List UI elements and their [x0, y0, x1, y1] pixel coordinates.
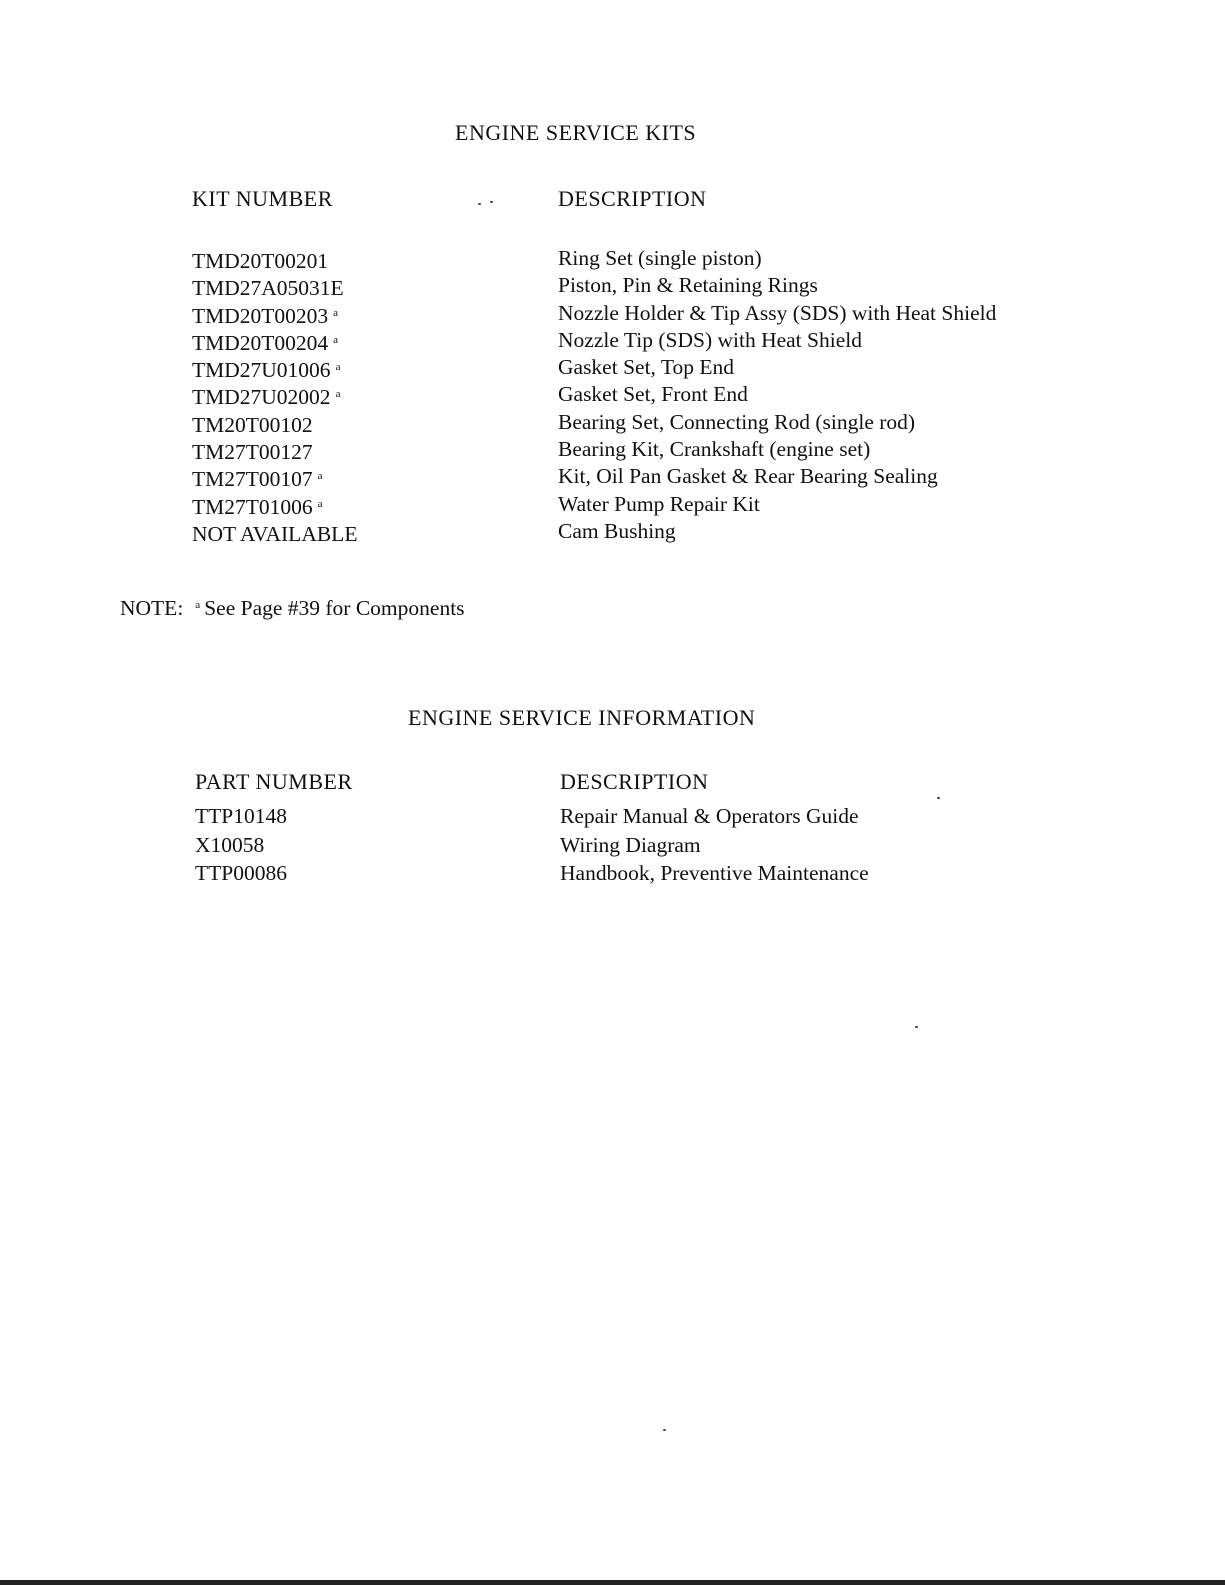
kit-number-row [192, 409, 362, 436]
scan-speck [937, 797, 940, 799]
kit-number: TMD27U02002 [192, 385, 331, 410]
kit-description: Nozzle Holder & Tip Assy (SDS) with Heat Shield [558, 300, 997, 325]
kit-number: TM27T01006 [192, 494, 313, 519]
kit-number: TMD20T00204 [192, 330, 329, 355]
kit-number-row [192, 491, 362, 518]
info-title: ENGINE SERVICE INFORMATION [408, 705, 756, 730]
scan-speck [663, 1429, 666, 1431]
kit-description: Ring Set (single piston) [558, 246, 762, 270]
footnote-mark: a [317, 470, 323, 483]
kit-number-row [192, 354, 362, 381]
kit-number: TMD20T00203 [192, 303, 329, 328]
part-number: TTP00086 [195, 861, 287, 885]
info-description-column [560, 802, 869, 888]
kit-number-row [192, 436, 362, 463]
kit-description: Nozzle Tip (SDS) with Heat Shield [558, 327, 862, 352]
kits-title: ENGINE SERVICE KITS [455, 120, 697, 145]
kit-description: Cam Bushing [558, 518, 676, 543]
kits-number-header: KIT NUMBER [192, 186, 333, 211]
kits-description-header: DESCRIPTION [558, 186, 707, 211]
kit-number: TM20T00102 [192, 412, 313, 437]
kit-number: NOT AVAILABLE [192, 521, 358, 546]
info-number-header: PART NUMBER [195, 769, 353, 794]
footnote-mark: a [195, 599, 201, 611]
footnote-mark: a [333, 306, 339, 319]
kit-description: Water Pump Repair Kit [558, 491, 760, 516]
kit-description: Bearing Set, Connecting Rod (single rod) [558, 409, 916, 434]
kit-description: Kit, Oil Pan Gasket & Rear Bearing Sealing [558, 464, 938, 489]
scan-speck [490, 201, 493, 203]
note-label: NOTE: [120, 596, 184, 620]
kit-number: TM27T00107 [192, 467, 313, 492]
kit-number-row [192, 518, 362, 545]
part-number: X10058 [195, 832, 265, 857]
kit-description: Piston, Pin & Retaining Rings [558, 273, 818, 298]
kit-description: Gasket Set, Front End [558, 382, 748, 407]
kit-number-row [192, 300, 362, 327]
kit-number: TM27T00127 [192, 440, 313, 465]
info-description-header: DESCRIPTION [560, 769, 709, 794]
scan-edge [0, 1580, 1225, 1585]
part-number: TTP10148 [195, 804, 287, 828]
scan-speck [478, 203, 481, 205]
kit-description: Gasket Set, Top End [558, 355, 735, 380]
part-description: Wiring Diagram [560, 832, 701, 857]
scan-speck [915, 1026, 918, 1028]
footnote [120, 596, 465, 621]
note-text: See Page #39 for Components [204, 596, 465, 620]
kit-number-row [192, 272, 362, 299]
footnote-mark: a [335, 388, 341, 401]
kit-number-row [192, 327, 362, 354]
part-description: Repair Manual & Operators Guide [560, 804, 859, 828]
info-number-column [195, 802, 287, 888]
kits-number-column [192, 245, 362, 545]
footnote-mark: a [333, 333, 339, 346]
kit-number-row [192, 245, 362, 272]
footnote-mark: a [317, 497, 323, 510]
kit-description: Bearing Kit, Crankshaft (engine set) [558, 437, 871, 462]
part-description: Handbook, Preventive Maintenance [560, 861, 869, 885]
kit-number-row [192, 463, 362, 490]
kit-number-row [192, 381, 362, 408]
footnote-mark: a [335, 361, 341, 374]
kit-number: TMD27U01006 [192, 358, 331, 383]
kits-description-column [558, 245, 996, 545]
kit-number: TMD20T00201 [192, 249, 329, 273]
kit-number: TMD27A05031E [192, 276, 344, 301]
